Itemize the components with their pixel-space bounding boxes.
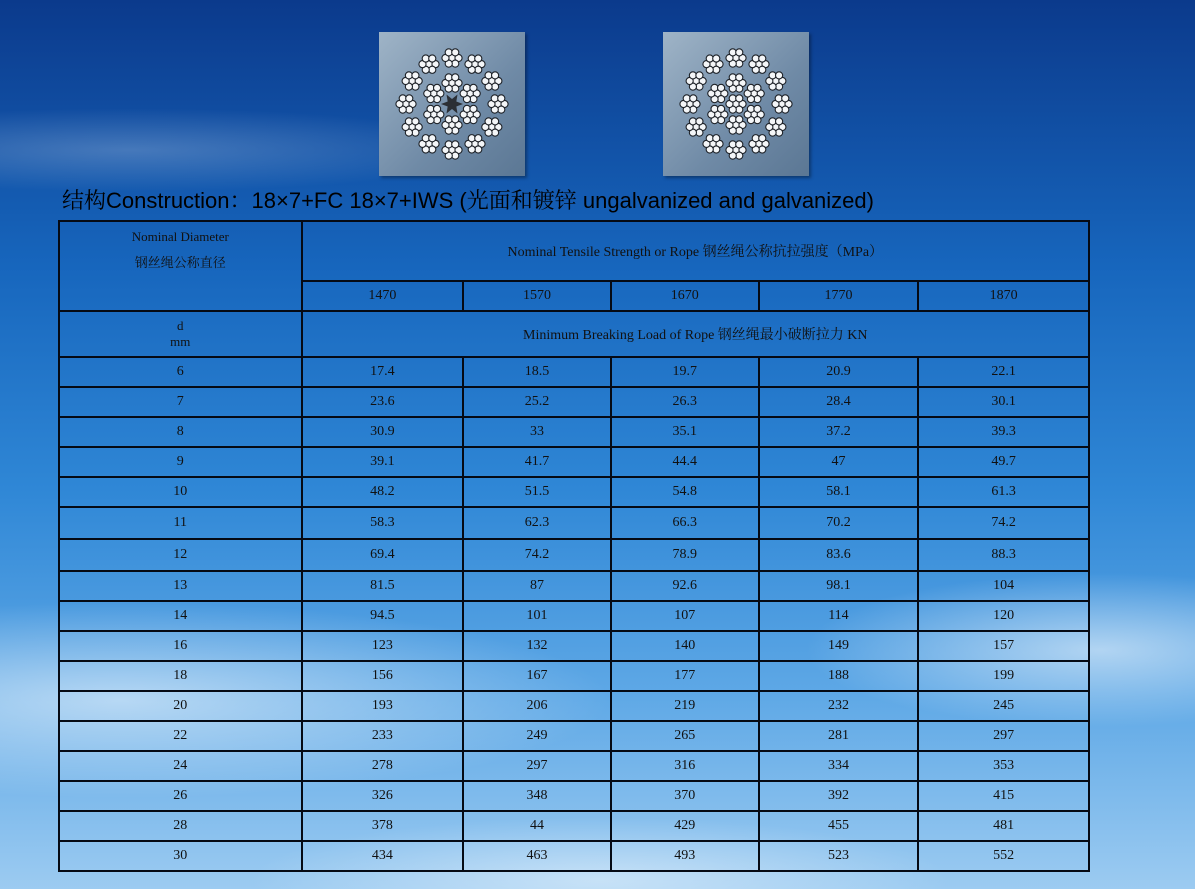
strand <box>703 55 723 73</box>
breaking-load-cell: 28.4 <box>759 387 919 417</box>
construction-heading <box>62 184 874 215</box>
table-row <box>59 811 1089 841</box>
rope-cross-section-fc-image <box>379 32 525 176</box>
breaking-load-cell: 120 <box>918 601 1089 631</box>
tensile-strength-header: Nominal Tensile Strength or Rope 钢丝绳公称抗拉强度（MPa） <box>302 221 1089 281</box>
strand <box>482 118 502 136</box>
breaking-load-cell: 37.2 <box>759 417 919 447</box>
table-row <box>59 539 1089 571</box>
breaking-load-cell: 69.4 <box>302 539 464 571</box>
breaking-load-cell: 26.3 <box>611 387 759 417</box>
breaking-load-cell: 44.4 <box>611 447 759 477</box>
breaking-load-cell: 149 <box>759 631 919 661</box>
strength-grade-cell: 1870 <box>918 281 1089 311</box>
strand <box>424 105 444 123</box>
diameter-cell: 9 <box>59 447 302 477</box>
breaking-load-cell: 493 <box>611 841 759 871</box>
breaking-load-cell: 370 <box>611 781 759 811</box>
breaking-load-table <box>58 220 1090 872</box>
breaking-load-cell: 157 <box>918 631 1089 661</box>
breaking-load-cell: 348 <box>463 781 611 811</box>
breaking-load-cell: 88.3 <box>918 539 1089 571</box>
breaking-load-cell: 98.1 <box>759 571 919 601</box>
breaking-load-cell: 35.1 <box>611 417 759 447</box>
breaking-load-cell: 188 <box>759 661 919 691</box>
breaking-load-cell: 92.6 <box>611 571 759 601</box>
breaking-load-cell: 30.9 <box>302 417 464 447</box>
breaking-load-cell: 44 <box>463 811 611 841</box>
breaking-load-cell: 415 <box>918 781 1089 811</box>
breaking-load-cell: 18.5 <box>463 357 611 387</box>
strand <box>396 95 416 113</box>
strand <box>726 95 746 113</box>
strength-grade-cell: 1670 <box>611 281 759 311</box>
diameter-cell: 28 <box>59 811 302 841</box>
breaking-load-cell: 265 <box>611 721 759 751</box>
breaking-load-cell: 19.7 <box>611 357 759 387</box>
diameter-cell: 14 <box>59 601 302 631</box>
diameter-cell: 6 <box>59 357 302 387</box>
table-row <box>59 387 1089 417</box>
breaking-load-cell: 378 <box>302 811 464 841</box>
strand <box>442 49 462 67</box>
table-row <box>59 601 1089 631</box>
strand <box>726 49 746 67</box>
diameter-cell: 22 <box>59 721 302 751</box>
breaking-load-cell: 62.3 <box>463 507 611 539</box>
strength-grade-cell: 1570 <box>463 281 611 311</box>
rope-cross-section-fc-drawing <box>379 32 525 176</box>
breaking-load-cell: 51.5 <box>463 477 611 507</box>
breaking-load-cell: 434 <box>302 841 464 871</box>
diameter-symbol: d <box>177 318 184 333</box>
strand <box>460 84 480 102</box>
strand <box>749 135 769 153</box>
table-row <box>59 661 1089 691</box>
breaking-load-cell: 463 <box>463 841 611 871</box>
table-row <box>59 571 1089 601</box>
strand <box>402 118 422 136</box>
breaking-load-cell: 94.5 <box>302 601 464 631</box>
strand <box>482 72 502 90</box>
breaking-load-cell: 249 <box>463 721 611 751</box>
diameter-cell: 12 <box>59 539 302 571</box>
breaking-load-cell: 429 <box>611 811 759 841</box>
table-row <box>59 447 1089 477</box>
breaking-load-cell: 78.9 <box>611 539 759 571</box>
breaking-load-cell: 22.1 <box>918 357 1089 387</box>
construction-finish-cn: 光面和镀锌 <box>466 189 577 214</box>
diameter-cell: 11 <box>59 507 302 539</box>
strand <box>726 116 746 134</box>
diameter-cell: 26 <box>59 781 302 811</box>
strand <box>442 141 462 159</box>
breaking-load-cell: 523 <box>759 841 919 871</box>
breaking-load-header: Minimum Breaking Load of Rope 钢丝绳最小破断拉力 KN <box>302 311 1089 357</box>
strength-grade-cell: 1470 <box>302 281 464 311</box>
strand <box>726 141 746 159</box>
strand <box>424 84 444 102</box>
strand <box>772 95 792 113</box>
strand <box>442 116 462 134</box>
breaking-load-cell: 140 <box>611 631 759 661</box>
strand <box>488 95 508 113</box>
strand <box>766 118 786 136</box>
breaking-load-cell: 49.7 <box>918 447 1089 477</box>
breaking-load-cell: 278 <box>302 751 464 781</box>
table-row <box>59 691 1089 721</box>
table-row <box>59 417 1089 447</box>
table-header-row <box>59 221 1089 281</box>
breaking-load-cell: 39.1 <box>302 447 464 477</box>
strand <box>460 105 480 123</box>
strand <box>766 72 786 90</box>
breaking-load-cell: 104 <box>918 571 1089 601</box>
breaking-load-cell: 132 <box>463 631 611 661</box>
breaking-load-cell: 66.3 <box>611 507 759 539</box>
strand <box>419 55 439 73</box>
breaking-load-cell: 39.3 <box>918 417 1089 447</box>
breaking-load-cell: 30.1 <box>918 387 1089 417</box>
table-row <box>59 507 1089 539</box>
breaking-load-cell: 156 <box>302 661 464 691</box>
breaking-load-cell: 232 <box>759 691 919 721</box>
breaking-load-cell: 481 <box>918 811 1089 841</box>
diameter-cell: 13 <box>59 571 302 601</box>
unit-row <box>59 311 1089 357</box>
strand <box>442 74 462 92</box>
breaking-load-cell: 455 <box>759 811 919 841</box>
breaking-load-cell: 233 <box>302 721 464 751</box>
strand <box>686 72 706 90</box>
strand <box>680 95 700 113</box>
breaking-load-cell: 392 <box>759 781 919 811</box>
strand <box>686 118 706 136</box>
strand <box>744 84 764 102</box>
strand <box>726 74 746 92</box>
breaking-load-cell: 54.8 <box>611 477 759 507</box>
breaking-load-cell: 114 <box>759 601 919 631</box>
diameter-cell: 24 <box>59 751 302 781</box>
strand <box>465 135 485 153</box>
table-row <box>59 631 1089 661</box>
breaking-load-cell: 245 <box>918 691 1089 721</box>
breaking-load-cell: 281 <box>759 721 919 751</box>
construction-finish-en: ungalvanized and galvanized) <box>576 188 874 213</box>
construction-text-en: Construction：18×7+FC 18×7+IWS ( <box>106 188 467 213</box>
rope-cross-section-iws-image <box>663 32 809 176</box>
breaking-load-cell: 58.3 <box>302 507 464 539</box>
breaking-load-cell: 177 <box>611 661 759 691</box>
breaking-load-cell: 25.2 <box>463 387 611 417</box>
breaking-load-cell: 74.2 <box>463 539 611 571</box>
strand <box>749 55 769 73</box>
rope-cross-section-iws-drawing <box>663 32 809 176</box>
strength-grade-cell: 1770 <box>759 281 919 311</box>
breaking-load-cell: 297 <box>463 751 611 781</box>
breaking-load-cell: 206 <box>463 691 611 721</box>
breaking-load-cell: 87 <box>463 571 611 601</box>
breaking-load-cell: 219 <box>611 691 759 721</box>
diameter-cell: 20 <box>59 691 302 721</box>
strand <box>402 72 422 90</box>
table-row <box>59 721 1089 751</box>
strand <box>744 105 764 123</box>
breaking-load-cell: 83.6 <box>759 539 919 571</box>
breaking-load-cell: 297 <box>918 721 1089 751</box>
breaking-load-cell: 33 <box>463 417 611 447</box>
table-row <box>59 841 1089 871</box>
breaking-load-cell: 193 <box>302 691 464 721</box>
breaking-load-cell: 167 <box>463 661 611 691</box>
strand <box>703 135 723 153</box>
diameter-cell: 16 <box>59 631 302 661</box>
breaking-load-cell: 552 <box>918 841 1089 871</box>
nominal-diameter-cn: 钢丝绳公称直径 <box>134 255 226 270</box>
nominal-diameter-en: Nominal Diameter <box>131 229 229 244</box>
diameter-cell: 8 <box>59 417 302 447</box>
table-row <box>59 357 1089 387</box>
strand <box>708 84 728 102</box>
breaking-load-cell: 47 <box>759 447 919 477</box>
breaking-load-cell: 70.2 <box>759 507 919 539</box>
breaking-load-cell: 58.1 <box>759 477 919 507</box>
breaking-load-cell: 20.9 <box>759 357 919 387</box>
diameter-unit: mm <box>170 334 191 349</box>
breaking-load-cell: 17.4 <box>302 357 464 387</box>
table-row <box>59 477 1089 507</box>
diameter-unit-cell <box>59 311 302 357</box>
fiber-core <box>441 94 463 113</box>
breaking-load-cell: 61.3 <box>918 477 1089 507</box>
breaking-load-cell: 334 <box>759 751 919 781</box>
construction-prefix-cn: 结构 <box>62 189 107 214</box>
table-row <box>59 751 1089 781</box>
breaking-load-cell: 107 <box>611 601 759 631</box>
strand <box>419 135 439 153</box>
breaking-load-cell: 23.6 <box>302 387 464 417</box>
nominal-diameter-header <box>59 221 302 311</box>
diameter-cell: 30 <box>59 841 302 871</box>
diameter-cell: 7 <box>59 387 302 417</box>
breaking-load-cell: 48.2 <box>302 477 464 507</box>
breaking-load-cell: 41.7 <box>463 447 611 477</box>
breaking-load-cell: 199 <box>918 661 1089 691</box>
breaking-load-cell: 74.2 <box>918 507 1089 539</box>
breaking-load-cell: 353 <box>918 751 1089 781</box>
breaking-load-cell: 81.5 <box>302 571 464 601</box>
diameter-cell: 18 <box>59 661 302 691</box>
breaking-load-cell: 123 <box>302 631 464 661</box>
breaking-load-cell: 326 <box>302 781 464 811</box>
diameter-cell: 10 <box>59 477 302 507</box>
breaking-load-cell: 316 <box>611 751 759 781</box>
strand <box>708 105 728 123</box>
strand <box>465 55 485 73</box>
breaking-load-cell: 101 <box>463 601 611 631</box>
table-row <box>59 781 1089 811</box>
